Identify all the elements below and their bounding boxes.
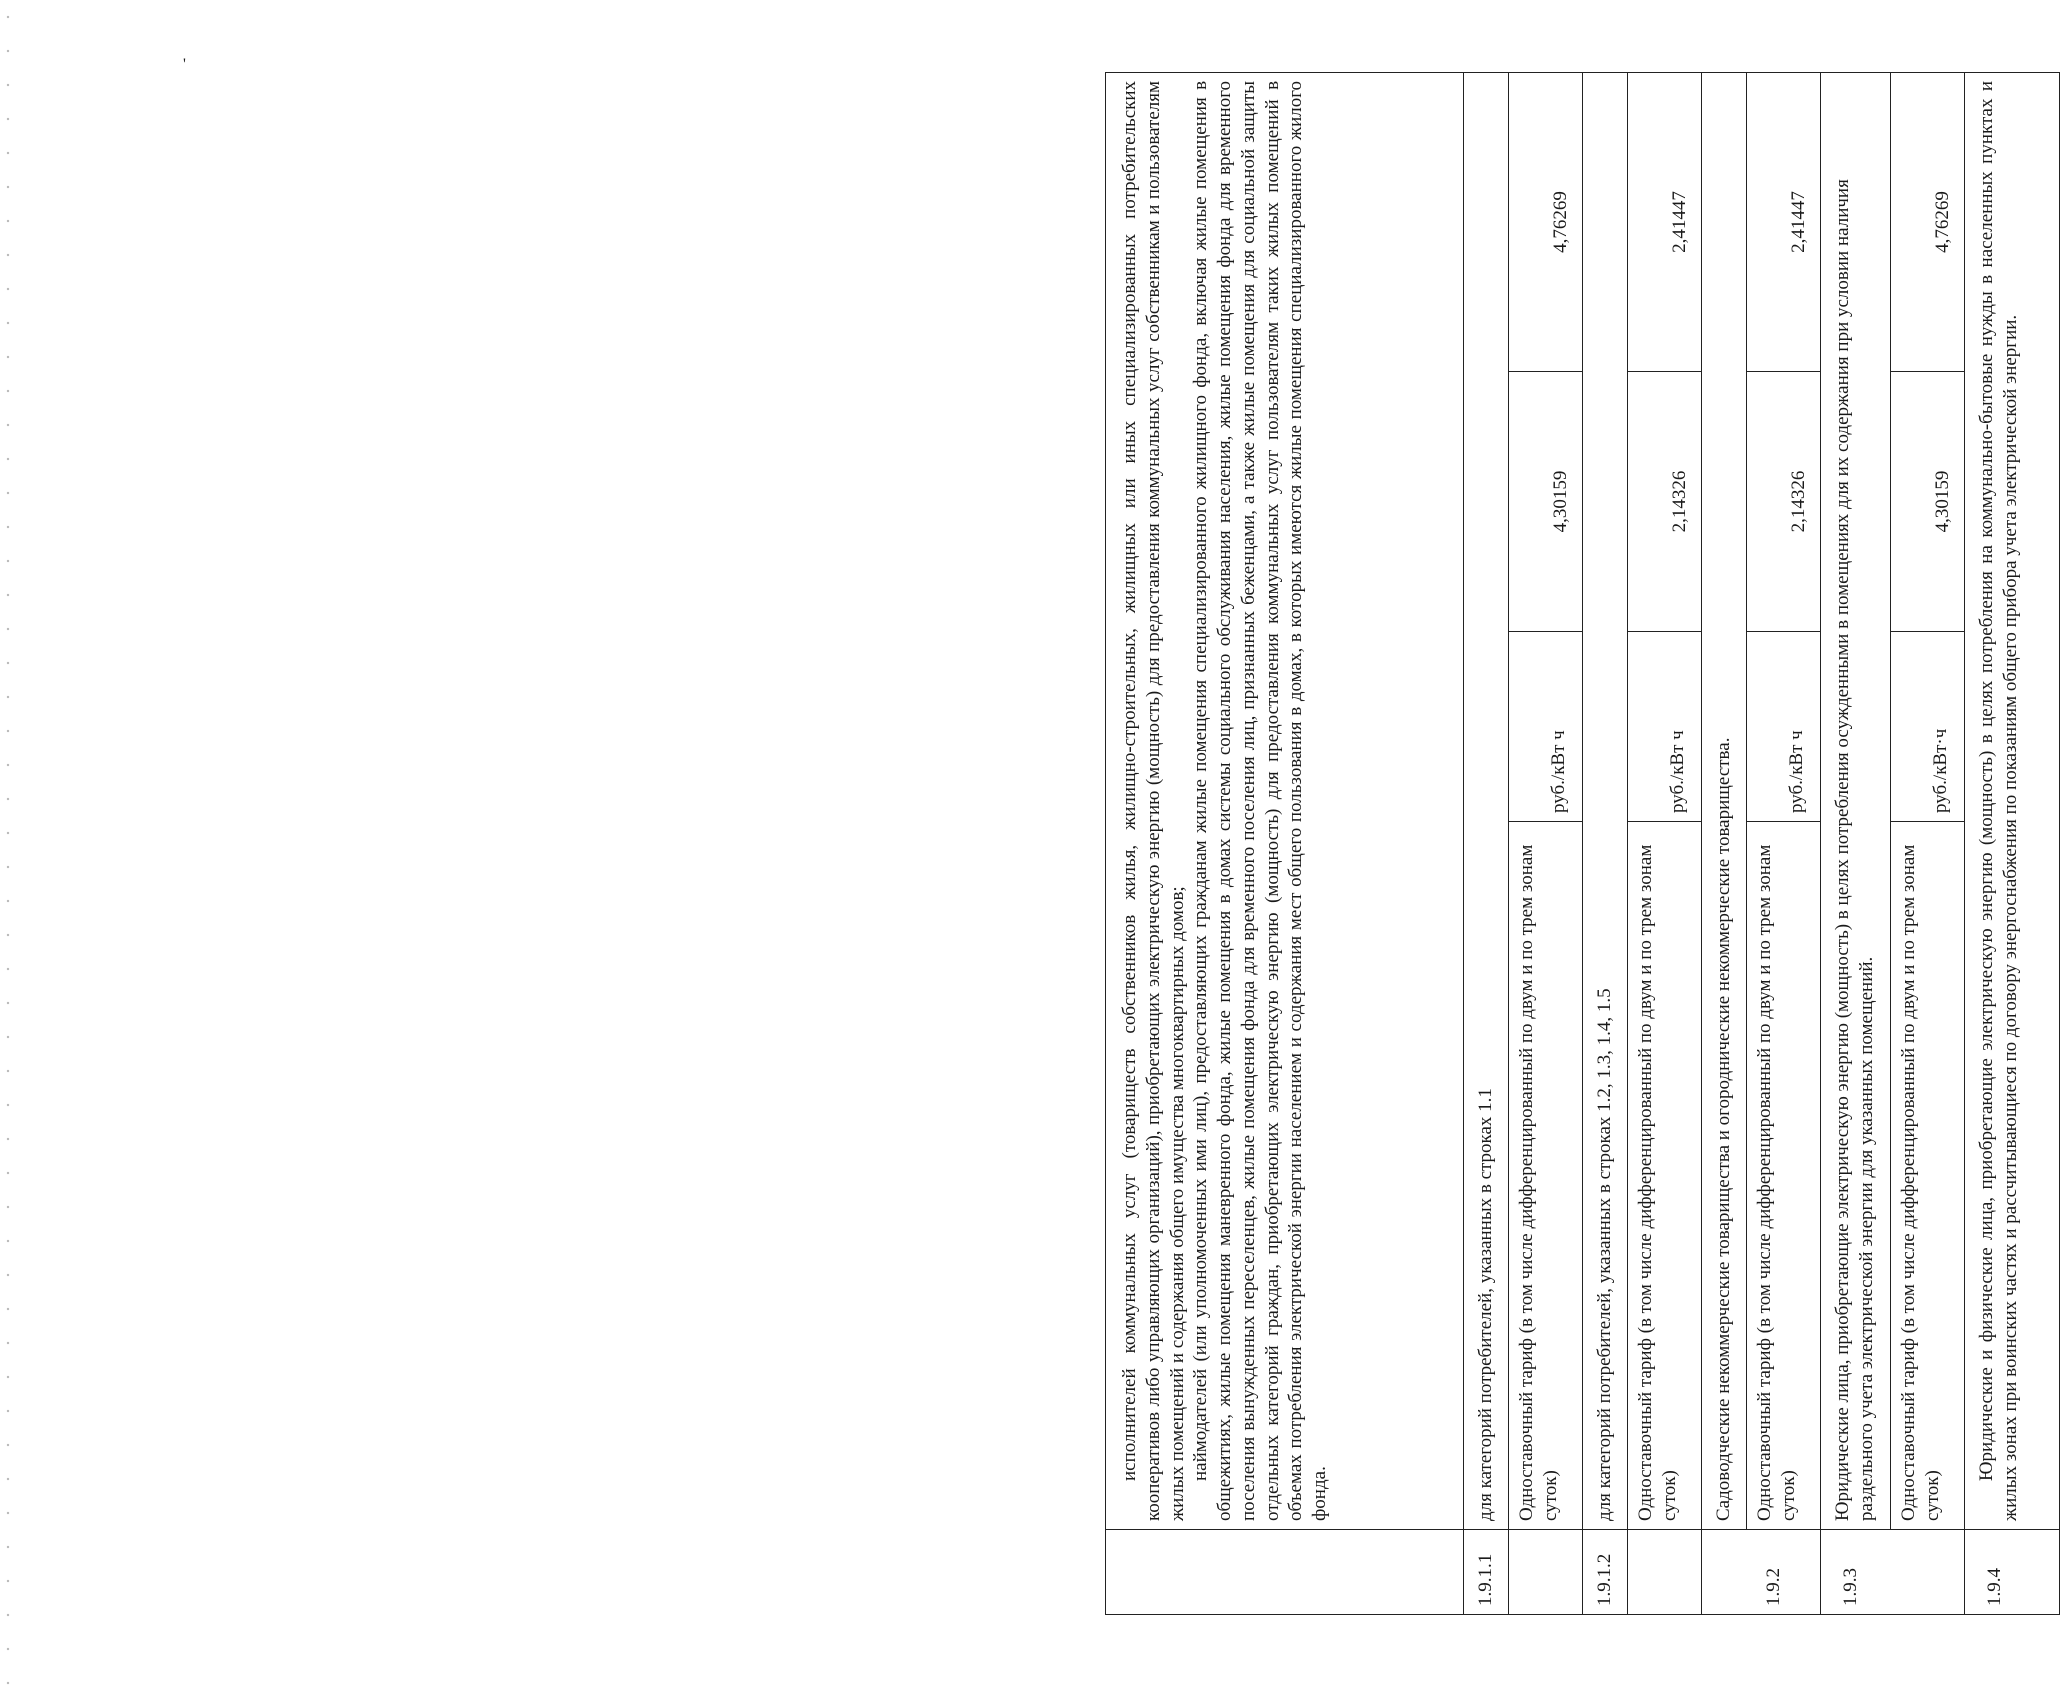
tariff-name: Одноставочный тариф (в том числе дифференцированный по двум и по трем зонам суток) <box>1747 822 1821 1530</box>
section-paragraph: Юридические и физические лица, приобретающие электрическую энергию (мощность) в целях потребления на коммунально-бытовые нужды в населенных пунктах и жилых зонах при воинских частях и рассчитывающиеся по договору энергоснабжения по показаниям общего прибора учета электрической энергии. <box>1976 80 2022 1521</box>
scan-edge-dots <box>6 0 10 1696</box>
tariff-unit: руб./кВт·ч <box>1891 632 1965 822</box>
row-number-cell <box>1628 1530 1702 1615</box>
section-text: Садоводческие некоммерческие товарищества и огороднические некоммерческие товарищества. <box>1702 72 1747 1529</box>
row-number: 1.9.2 <box>1702 1530 1821 1615</box>
tariff-value-2: 2,41447 <box>1628 72 1702 371</box>
table-row-tariff <box>1508 72 1582 1614</box>
tariff-value-1: 4,30159 <box>1891 372 1965 632</box>
table-row-section <box>1965 72 2060 1614</box>
tariff-unit: руб./кВт ч <box>1747 632 1821 822</box>
tariff-value-1: 2,14326 <box>1747 372 1821 632</box>
intro-paragraph-1: исполнителей коммунальных услуг (товариществ собственников жилья, жилищно-строительных, жилищных или иных специализированных потребительских кооперативов либо управляющих организаций), приобретающих электрическую энергию (мощность) для предоставления коммунальных услуг собственникам и пользователям жилых помещений и содержания общего имущества многоквартирных домов; <box>1119 80 1188 1521</box>
intro-text-cell <box>1106 72 1464 1529</box>
section-text: для категорий потребителей, указанных в строках 1.2, 1.3, 1.4, 1.5 <box>1582 72 1627 1529</box>
row-number: 1.9.1.2 <box>1582 1530 1627 1615</box>
table-row-section <box>1582 72 1627 1614</box>
stray-mark: ' <box>183 56 186 73</box>
tariff-name: Одноставочный тариф (в том числе дифференцированный по двум и по трем зонам суток) <box>1891 822 1965 1530</box>
section-text: для категорий потребителей, указанных в строках 1.1 <box>1463 72 1508 1529</box>
row-number-cell <box>1508 1530 1582 1615</box>
tariff-name: Одноставочный тариф (в том числе дифференцированный по двум и по трем зонам суток) <box>1508 822 1582 1530</box>
row-number-cell <box>1106 1530 1464 1615</box>
tariff-value-2: 4,76269 <box>1891 72 1965 371</box>
tariff-value-1: 2,14326 <box>1628 372 1702 632</box>
table-row-tariff <box>1747 72 1821 1614</box>
table-row-section <box>1463 72 1508 1614</box>
tariff-unit: руб./кВт ч <box>1508 632 1582 822</box>
tariff-value-2: 4,76269 <box>1508 72 1582 371</box>
intro-paragraph-2: наймодателей (или уполномоченных ими лиц), предоставляющих гражданам жилые помещения специализированного жилищного фонда, включая жилые помещения в общежитиях, жилые помещения маневренного фонда, жилые помещения в домах системы социального обслуживания населения, жилые помещения фонда для временного поселения вынужденных переселенцев, жилые помещения фонда для временного поселения лиц, признанных беженцами, а также жилые помещения для социальной защиты отдельных категорий граждан, приобретающих электрическую энергию (мощность) для предоставления коммунальных услуг пользователям таких жилых помещений в объемах потребления электрической энергии населением и содержания мест общего пользования в домах, в которых имеются жилые помещения специализированного жилого фонда. <box>1190 80 1330 1521</box>
tariff-value-2: 2,41447 <box>1747 72 1821 371</box>
tariff-name: Одноставочный тариф (в том числе дифференцированный по двум и по трем зонам суток) <box>1628 822 1702 1530</box>
table-row-tariff <box>1891 72 1965 1614</box>
section-text <box>1965 72 2060 1529</box>
rotated-document-page <box>1105 73 2060 1615</box>
tariff-value-1: 4,30159 <box>1508 372 1582 632</box>
tariff-unit: руб./кВт ч <box>1628 632 1702 822</box>
section-text: Юридические лица, приобретающие электрическую энергию (мощность) в целях потребления осужденными в помещениях для их содержания при условии наличия раздельного учета электрической энергии для указанных помещений. <box>1821 72 1891 1529</box>
row-number: 1.9.3 <box>1821 1530 1965 1615</box>
row-number: 1.9.1.1 <box>1463 1530 1508 1615</box>
tariff-table <box>1105 72 2060 1615</box>
table-row-intro <box>1106 72 1464 1614</box>
row-number: 1.9.4 <box>1965 1530 2060 1615</box>
table-row-section <box>1702 72 1747 1614</box>
table-row-tariff <box>1628 72 1702 1614</box>
table-row-section <box>1821 72 1891 1614</box>
